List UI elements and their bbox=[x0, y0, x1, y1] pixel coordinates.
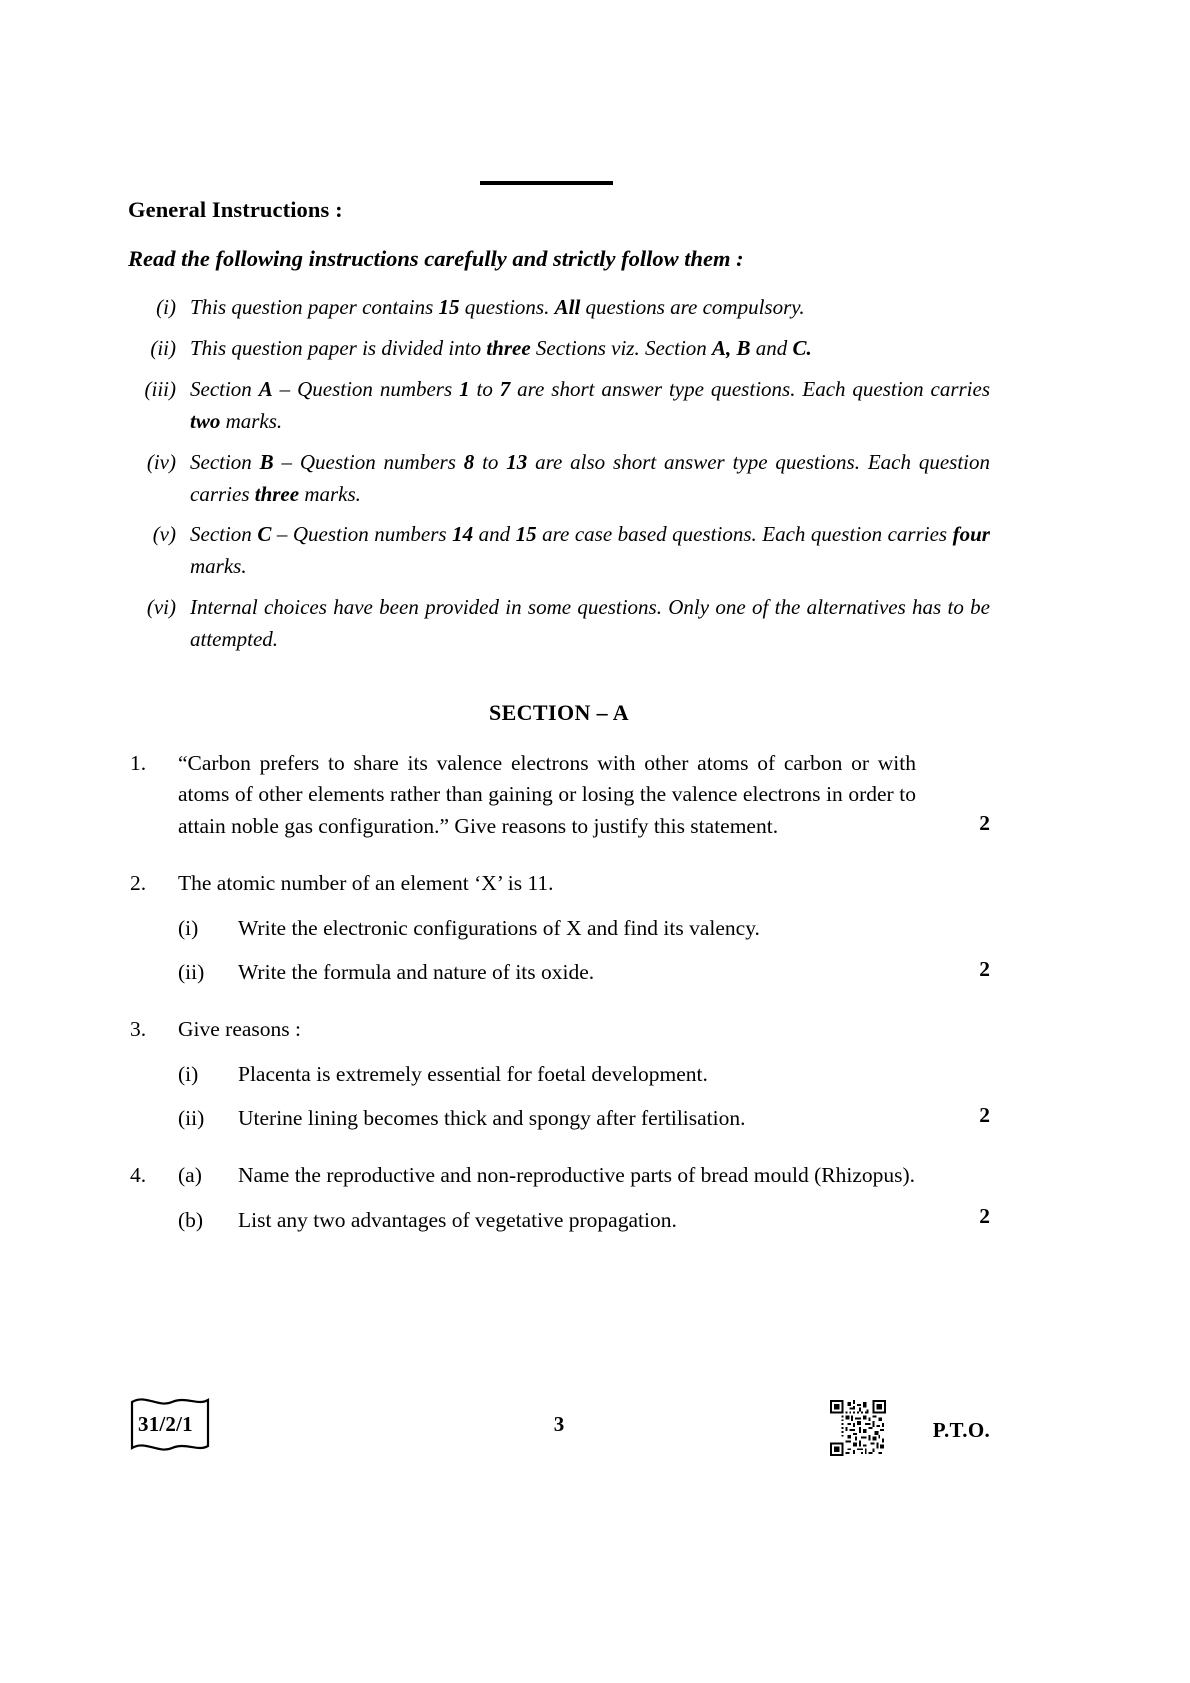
page-footer bbox=[128, 1396, 990, 1468]
sub-question-text: Write the electronic configurations of X and find its valency. bbox=[238, 915, 760, 940]
instruction-number: (ii) bbox=[150, 335, 176, 360]
top-horizontal-rule bbox=[480, 181, 613, 185]
question-text: “Carbon prefers to share its valence electrons with other atoms of carbon or with atoms of other elements rather than gaining or losing the valence electrons in order to attain noble gas configuration.” Give reasons to justify this statement. bbox=[178, 751, 916, 838]
instruction-text: Section B – Question numbers 8 to 13 are also short answer type questions. Each question carries three marks. bbox=[190, 449, 990, 506]
instruction-text: Internal choices have been provided in some questions. Only one of the alternatives has to be attempted. bbox=[190, 595, 990, 652]
page-number: 3 bbox=[553, 1412, 565, 1436]
instruction-text: This question paper contains 15 questions. All questions are compulsory. bbox=[190, 295, 805, 319]
instruction-number: (i) bbox=[156, 295, 176, 319]
question-marks: 2 bbox=[979, 1102, 990, 1127]
question-block bbox=[128, 1160, 990, 1236]
instruction-number: (iv) bbox=[146, 449, 176, 474]
question-block bbox=[128, 1014, 990, 1134]
sub-question-text: Name the reproductive and non-reproductive parts of bread mould (Rhizopus). bbox=[238, 1163, 916, 1188]
question-main-row bbox=[128, 1014, 990, 1045]
instruction-number: (iii) bbox=[144, 376, 176, 401]
pto-label: P.T.O. bbox=[932, 1418, 990, 1442]
sub-question-text: Uterine lining becomes thick and spongy after fertilisation. bbox=[238, 1106, 746, 1131]
sub-question-text: Placenta is extremely essential for foetal development. bbox=[238, 1061, 708, 1086]
instruction-item bbox=[128, 592, 990, 656]
general-instructions-heading: General Instructions : bbox=[128, 197, 343, 222]
instruction-item bbox=[128, 374, 990, 438]
sub-question-text: List any two advantages of vegetative propagation. bbox=[238, 1207, 677, 1232]
question-text: The atomic number of an element ‘X’ is 11. bbox=[178, 871, 554, 896]
instruction-item bbox=[128, 447, 990, 511]
sub-question-label: (b) bbox=[178, 1207, 204, 1232]
instruction-text: Section C – Question numbers 14 and 15 are case based questions. Each question carries four marks. bbox=[190, 522, 990, 579]
question-marks: 2 bbox=[979, 810, 990, 835]
question-sub-row bbox=[128, 1103, 990, 1134]
question-marks: 2 bbox=[979, 1204, 990, 1229]
questions-list bbox=[128, 748, 990, 1236]
sub-question-label: (i) bbox=[178, 1061, 199, 1086]
question-text: Give reasons : bbox=[178, 1017, 301, 1042]
question-block bbox=[128, 748, 990, 842]
qr-code bbox=[830, 1400, 886, 1456]
instruction-number: (v) bbox=[152, 522, 176, 547]
instruction-item bbox=[128, 333, 990, 365]
instructions-list bbox=[128, 292, 990, 656]
question-number: 3. bbox=[130, 1017, 147, 1042]
question-block bbox=[128, 868, 990, 988]
paper-code: 31/2/1 bbox=[138, 1412, 193, 1436]
question-number: 1. bbox=[130, 751, 147, 776]
instruction-item bbox=[128, 519, 990, 583]
instruction-text: This question paper is divided into three Sections viz. Section A, B and C. bbox=[190, 335, 812, 360]
sub-question-text: Write the formula and nature of its oxide. bbox=[238, 959, 595, 984]
question-main-row bbox=[128, 748, 990, 842]
sub-question-label: (a) bbox=[178, 1163, 202, 1188]
section-a-header: SECTION – A bbox=[488, 700, 630, 726]
question-sub-row bbox=[128, 1160, 990, 1191]
instruction-text: Section A – Question numbers 1 to 7 are short answer type questions. Each question carries two marks. bbox=[190, 376, 990, 433]
question-main-row bbox=[128, 868, 990, 899]
instruction-number: (vi) bbox=[146, 595, 176, 620]
page-content bbox=[128, 196, 990, 1262]
question-sub-row bbox=[128, 957, 990, 988]
read-instructions-heading: Read the following instructions carefully and strictly follow them : bbox=[128, 246, 744, 271]
sub-question-label: (ii) bbox=[178, 1106, 205, 1131]
question-sub-row bbox=[128, 1205, 990, 1236]
question-marks: 2 bbox=[979, 956, 990, 981]
question-sub-row bbox=[128, 913, 990, 944]
question-sub-row bbox=[128, 1059, 990, 1090]
question-number: 2. bbox=[130, 871, 147, 896]
question-number: 4. bbox=[130, 1163, 147, 1188]
instruction-item bbox=[128, 292, 990, 324]
sub-question-label: (ii) bbox=[178, 959, 205, 984]
sub-question-label: (i) bbox=[178, 915, 199, 940]
